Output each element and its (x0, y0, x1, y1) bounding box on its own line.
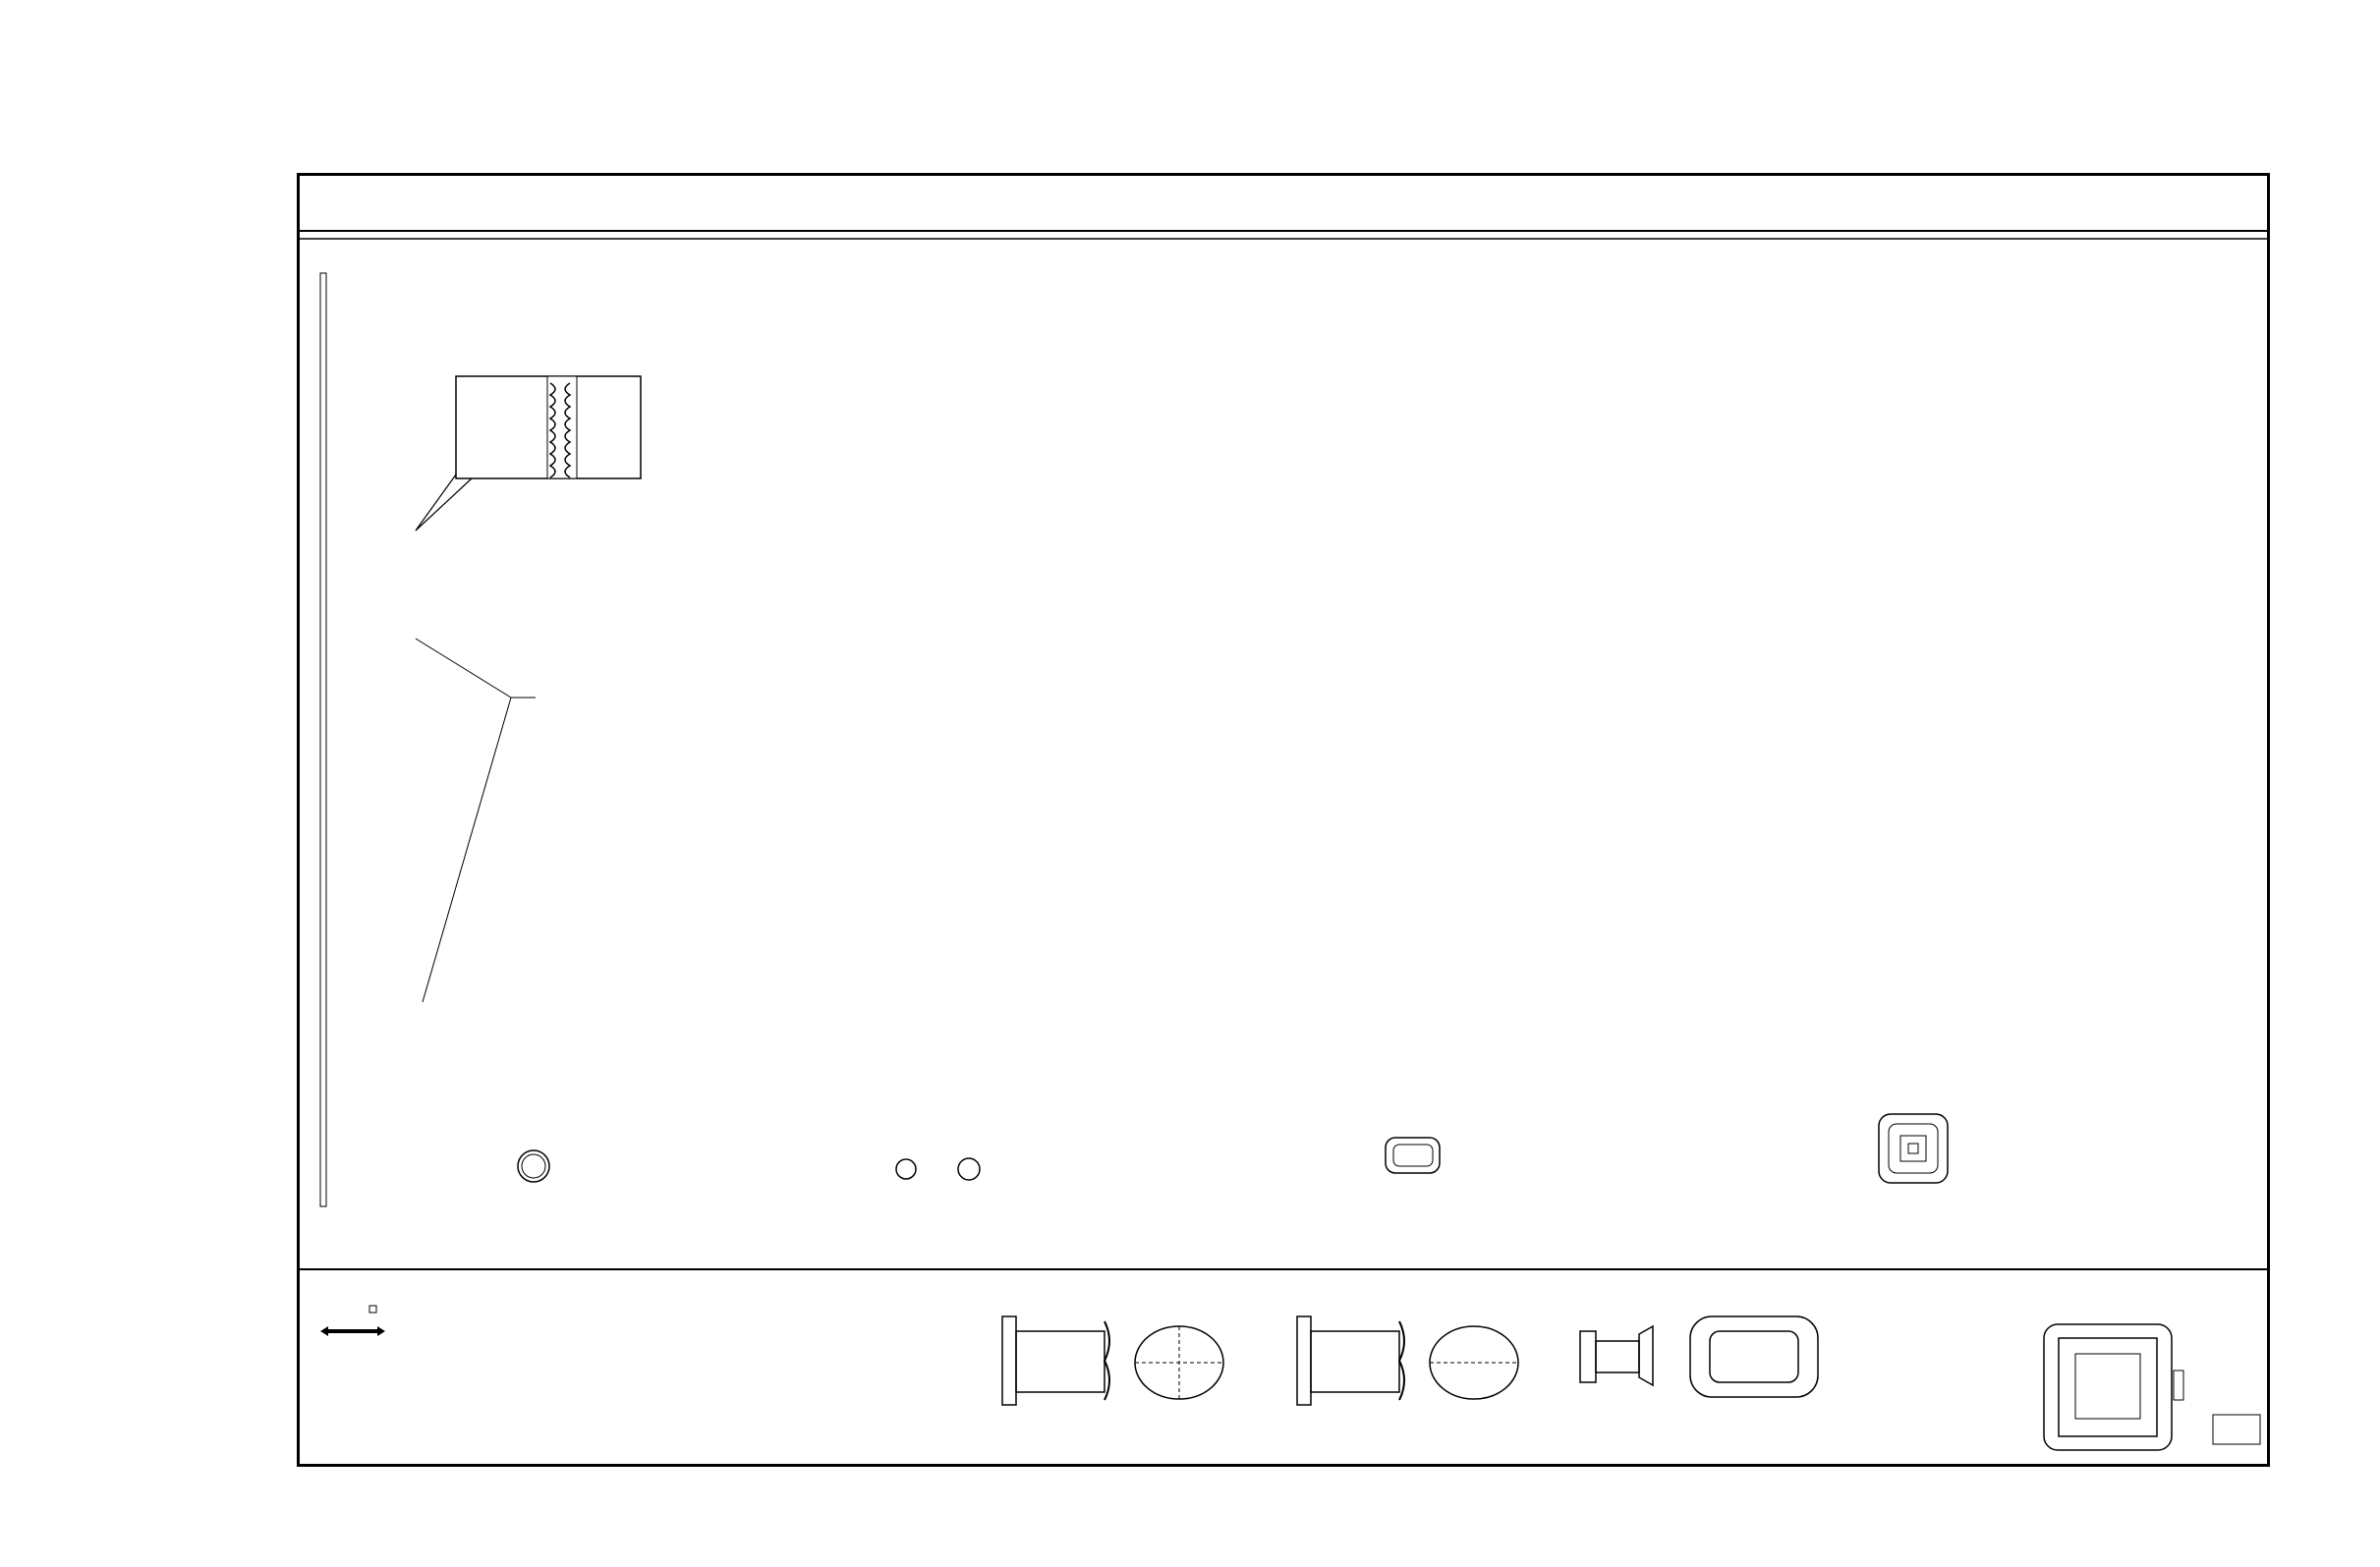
nozzle-small-schema (1297, 1316, 1518, 1405)
nozzle-large-schema (1002, 1316, 1223, 1405)
nozzle-small-2 (958, 1158, 980, 1180)
nozzle-small-1 (896, 1159, 916, 1179)
manhole-schema (1580, 1316, 1818, 1397)
scale-ruler (320, 273, 326, 1206)
point-measure-icon (369, 1306, 376, 1313)
nozzle-large-1 (518, 1150, 549, 1182)
patch-schema (2044, 1324, 2260, 1450)
